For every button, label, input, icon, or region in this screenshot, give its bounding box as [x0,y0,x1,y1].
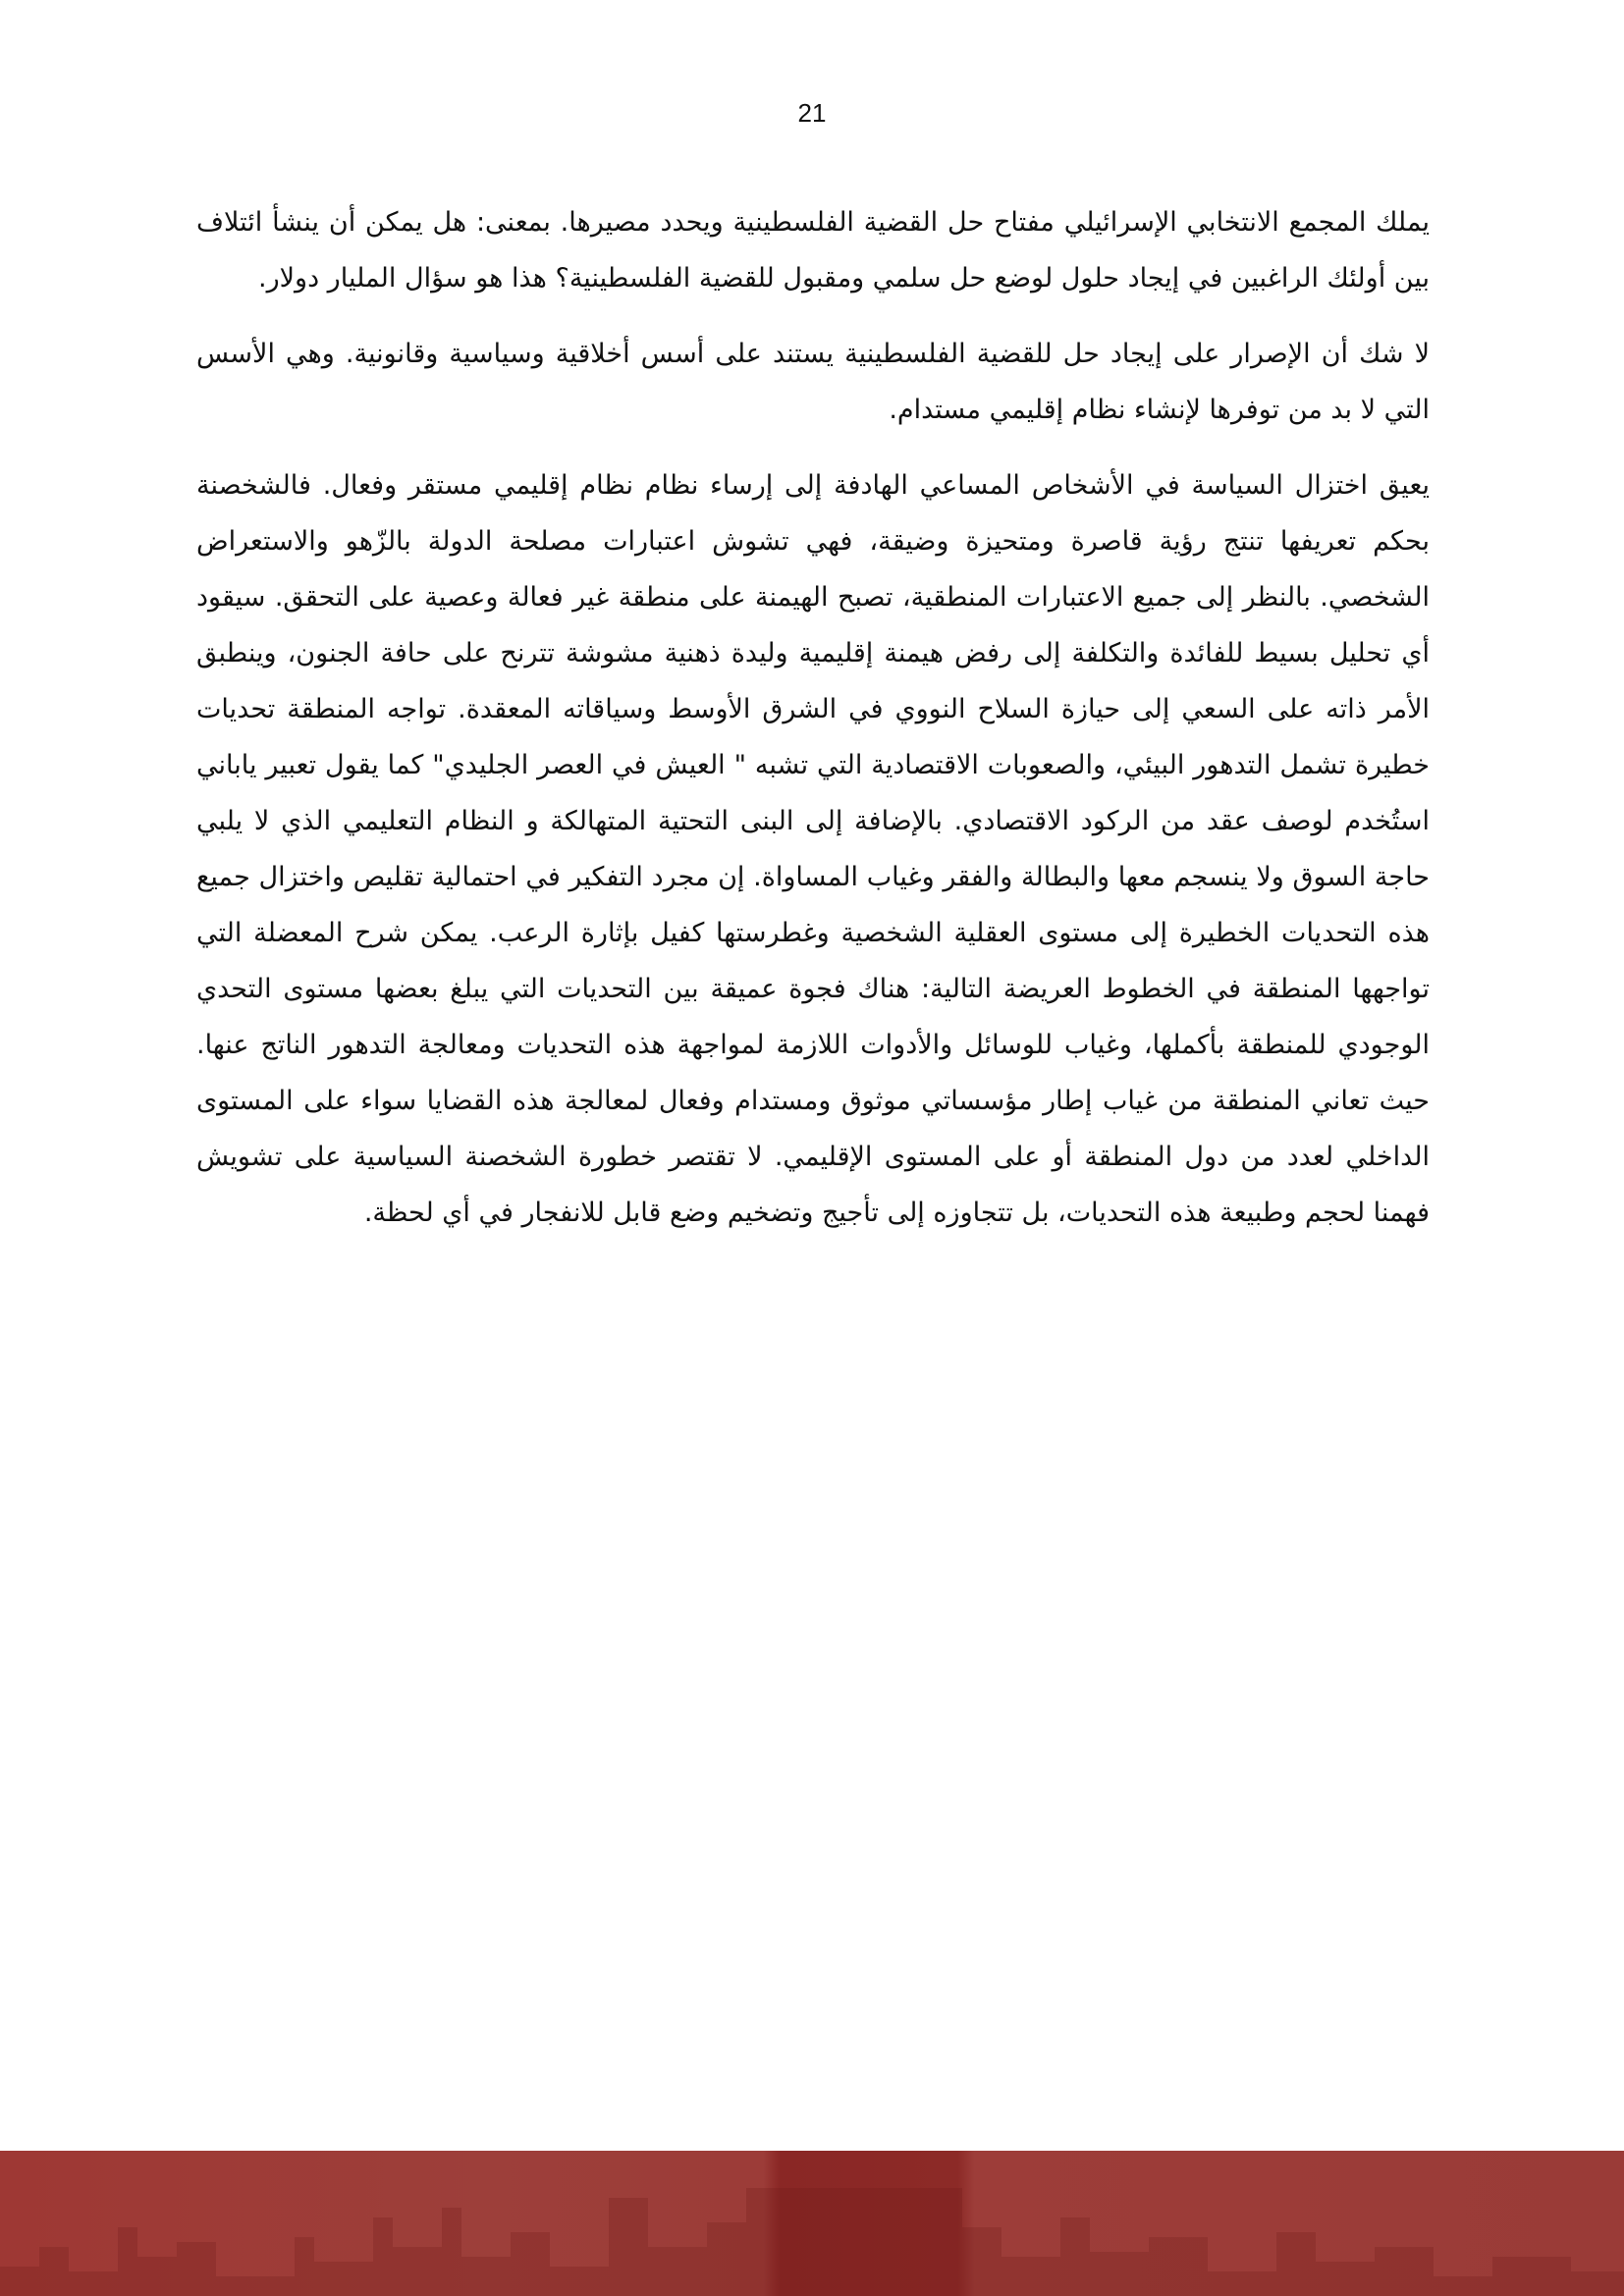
footer-decorative-band [0,2151,1624,2296]
body-text [196,194,1430,1260]
city-skyline-graphic [0,2188,1624,2296]
page-number: 21 [797,98,827,128]
paragraph-3: يعيق اختزال السياسة في الأشخاص المساعي الهادفة إلى إرساء نظام نظام إقليمي مستقر وفعال. فالشخصنة بحكم تعريفها تنتج رؤية قاصرة ومتحيزة وضيقة، فهي تشوش اعتبارات مصلحة الدولة بالزّهو والاستعراض الشخصي. بالنظر إلى جميع الاعتبارات المنطقية، تصبح الهيمنة على منطقة غير فعالة وعصية على التحقق. سيقود أي تحليل بسيط للفائدة والتكلفة إلى رفض هيمنة إقليمية وليدة ذهنية مشوشة تترنح على حافة الجنون، وينطبق الأمر ذاته على السعي إلى حيازة السلاح النووي في الشرق الأوسط وسياقاته المعقدة. تواجه المنطقة تحديات خطيرة تشمل التدهور البيئي، والصعوبات الاقتصادية التي تشبه " العيش في العصر الجليدي" كما يقول تعبير ياباني استُخدم لوصف عقد من الركود الاقتصادي. بالإضافة إلى البنى التحتية المتهالكة و النظام التعليمي الذي لا يلبي حاجة السوق ولا ينسجم معها والبطالة والفقر وغياب المساواة. إن مجرد التفكير في احتمالية تقليص واختزال جميع هذه التحديات الخطيرة إلى مستوى العقلية الشخصية وغطرستها كفيل بإثارة الرعب. يمكن شرح المعضلة التي تواجهها المنطقة في الخطوط العريضة التالية: هناك فجوة عميقة بين التحديات التي يبلغ بعضها مستوى التحدي الوجودي للمنطقة بأكملها، وغياب للوسائل والأدوات اللازمة لمواجهة هذه التحديات ومعالجة التدهور الناتج عنها. حيث تعاني المنطقة من غياب إطار مؤسساتي موثوق ومستدام وفعال لمعالجة هذه القضايا سواء على المستوى الداخلي لعدد من دول المنطقة أو على المستوى الإقليمي. لا تقتصر خطورة الشخصنة السياسية على تشويش فهمنا لحجم وطبيعة هذه التحديات، بل تتجاوزه إلى تأجيج وتضخيم وضع قابل للانفجار في أي لحظة. [196,470,1430,1228]
paragraph-1: يملك المجمع الانتخابي الإسرائيلي مفتاح حل القضية الفلسطينية ويحدد مصيرها. بمعنى: هل يمكن أن ينشأ ائتلاف بين أولئك الراغبين في إيجاد حلول لوضع حل سلمي ومقبول للقضية الفلسطينية؟ هذا هو سؤال المليار دولار. [196,207,1430,294]
paragraph-2: لا شك أن الإصرار على إيجاد حل للقضية الفلسطينية يستند على أسس أخلاقية وسياسية وقانونية. وهي الأسس التي لا بد من توفرها لإنشاء نظام إقليمي مستدام. [196,339,1430,425]
